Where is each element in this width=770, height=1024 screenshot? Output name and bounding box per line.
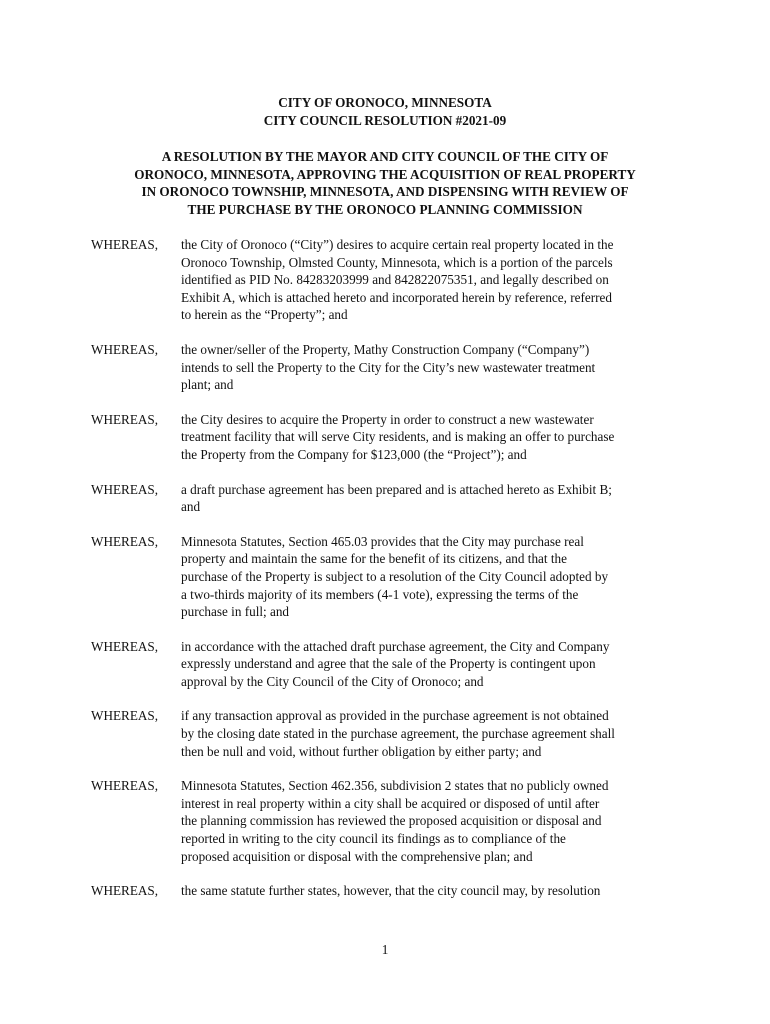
clause-label: WHEREAS, [91, 237, 159, 252]
clause-line: reported in writing to the city council its findings as to compliance of the [181, 831, 566, 847]
title-line: IN ORONOCO TOWNSHIP, MINNESOTA, AND DISPENSING WITH REVIEW OF [141, 184, 629, 200]
clause-text [181, 638, 681, 691]
clause-line: and [181, 499, 201, 515]
clause-text [181, 236, 681, 324]
clause-line: to herein as the “Property”; and [181, 307, 348, 323]
whereas-clause [91, 533, 691, 621]
document-header [0, 94, 770, 130]
clause-label: WHEREAS, [91, 778, 159, 794]
clause-line: a two-thirds majority of its members (4-1 vote), expressing the terms of the [181, 586, 579, 602]
clause-text [181, 481, 681, 516]
title-line: THE PURCHASE BY THE ORONOCO PLANNING COMMISSION [187, 201, 583, 217]
clause-line: the City of Oronoco (“City”) desires to acquire certain real property located in the [181, 237, 614, 252]
whereas-clause [91, 638, 691, 691]
clause-line: identified as PID No. 84283203999 and 842822075351, and legally described on [181, 272, 609, 288]
clause-line: Exhibit A, which is attached hereto and incorporated herein by reference, referred [181, 289, 612, 305]
whereas-clause [91, 707, 691, 760]
clause-line: interest in real property within a city shall be acquired or disposed of until after [181, 795, 600, 811]
clause-line: the City desires to acquire the Property in order to construct a new wastewater [181, 411, 594, 427]
clause-line: the owner/seller of the Property, Mathy Construction Company (“Company”) [181, 341, 590, 357]
clause-line: purchase in full; and [181, 604, 290, 620]
header-city: CITY OF ORONOCO, MINNESOTA [278, 95, 492, 110]
clause-text [181, 411, 681, 464]
clause-line: purchase of the Property is subject to a resolution of the City Council adopted by [181, 568, 609, 584]
clause-text [181, 341, 681, 394]
whereas-clause [91, 777, 691, 865]
clause-line: Minnesota Statutes, Section 462.356, subdivision 2 states that no publicly owned [181, 778, 609, 794]
clause-line: intends to sell the Property to the City for the City’s new wastewater treatment [181, 359, 596, 375]
clause-label: WHEREAS, [91, 481, 159, 497]
clause-line: expressly understand and agree that the sale of the Property is contingent upon [181, 656, 596, 672]
clause-label: WHEREAS, [91, 708, 159, 724]
clause-line: approval by the City Council of the City of Oronoco; and [181, 673, 484, 689]
whereas-clause [91, 882, 691, 900]
whereas-clause [91, 341, 691, 394]
clause-text [181, 882, 681, 900]
clause-line: property and maintain the same for the benefit of its citizens, and that the [181, 551, 567, 567]
clause-label: WHEREAS, [91, 533, 159, 549]
clause-line: a draft purchase agreement has been prepared and is attached hereto as Exhibit B; [181, 481, 612, 497]
clause-text [181, 707, 681, 760]
clause-line: proposed acquisition or disposal with the comprehensive plan; and [181, 848, 533, 864]
clause-line: plant; and [181, 377, 234, 393]
clause-line: Minnesota Statutes, Section 465.03 provides that the City may purchase real [181, 533, 584, 549]
clause-label: WHEREAS, [91, 883, 159, 899]
whereas-clause [91, 481, 691, 516]
clause-line: then be null and void, without further obligation by either party; and [181, 743, 542, 759]
clause-line: Oronoco Township, Olmsted County, Minnesota, which is a portion of the parcels [181, 254, 613, 270]
resolution-title [0, 148, 770, 218]
header-resolution-number: CITY COUNCIL RESOLUTION #2021-09 [263, 113, 507, 128]
clause-line: the Property from the Company for $123,000 (the “Project”); and [181, 446, 527, 462]
clause-line: treatment facility that will serve City residents, and is making an offer to purchase [181, 429, 615, 445]
clause-line: by the closing date stated in the purchase agreement, the purchase agreement shall [181, 726, 615, 742]
title-line: A RESOLUTION BY THE MAYOR AND CITY COUNCIL OF THE CITY OF [161, 149, 609, 164]
whereas-clauses [91, 236, 691, 917]
page-number: 1 [381, 942, 389, 957]
whereas-clause [91, 236, 691, 324]
clause-line: the planning commission has reviewed the proposed acquisition or disposal and [181, 813, 602, 829]
clause-line: in accordance with the attached draft purchase agreement, the City and Company [181, 638, 610, 654]
clause-line: the same statute further states, however, that the city council may, by resolution [181, 883, 601, 899]
clause-text [181, 533, 681, 621]
title-line: ORONOCO, MINNESOTA, APPROVING THE ACQUISITION OF REAL PROPERTY [134, 166, 636, 182]
clause-label: WHEREAS, [91, 341, 159, 357]
clause-label: WHEREAS, [91, 638, 159, 654]
whereas-clause [91, 411, 691, 464]
clause-line: if any transaction approval as provided in the purchase agreement is not obtained [181, 708, 609, 724]
clause-text [181, 777, 681, 865]
clause-label: WHEREAS, [91, 411, 159, 427]
